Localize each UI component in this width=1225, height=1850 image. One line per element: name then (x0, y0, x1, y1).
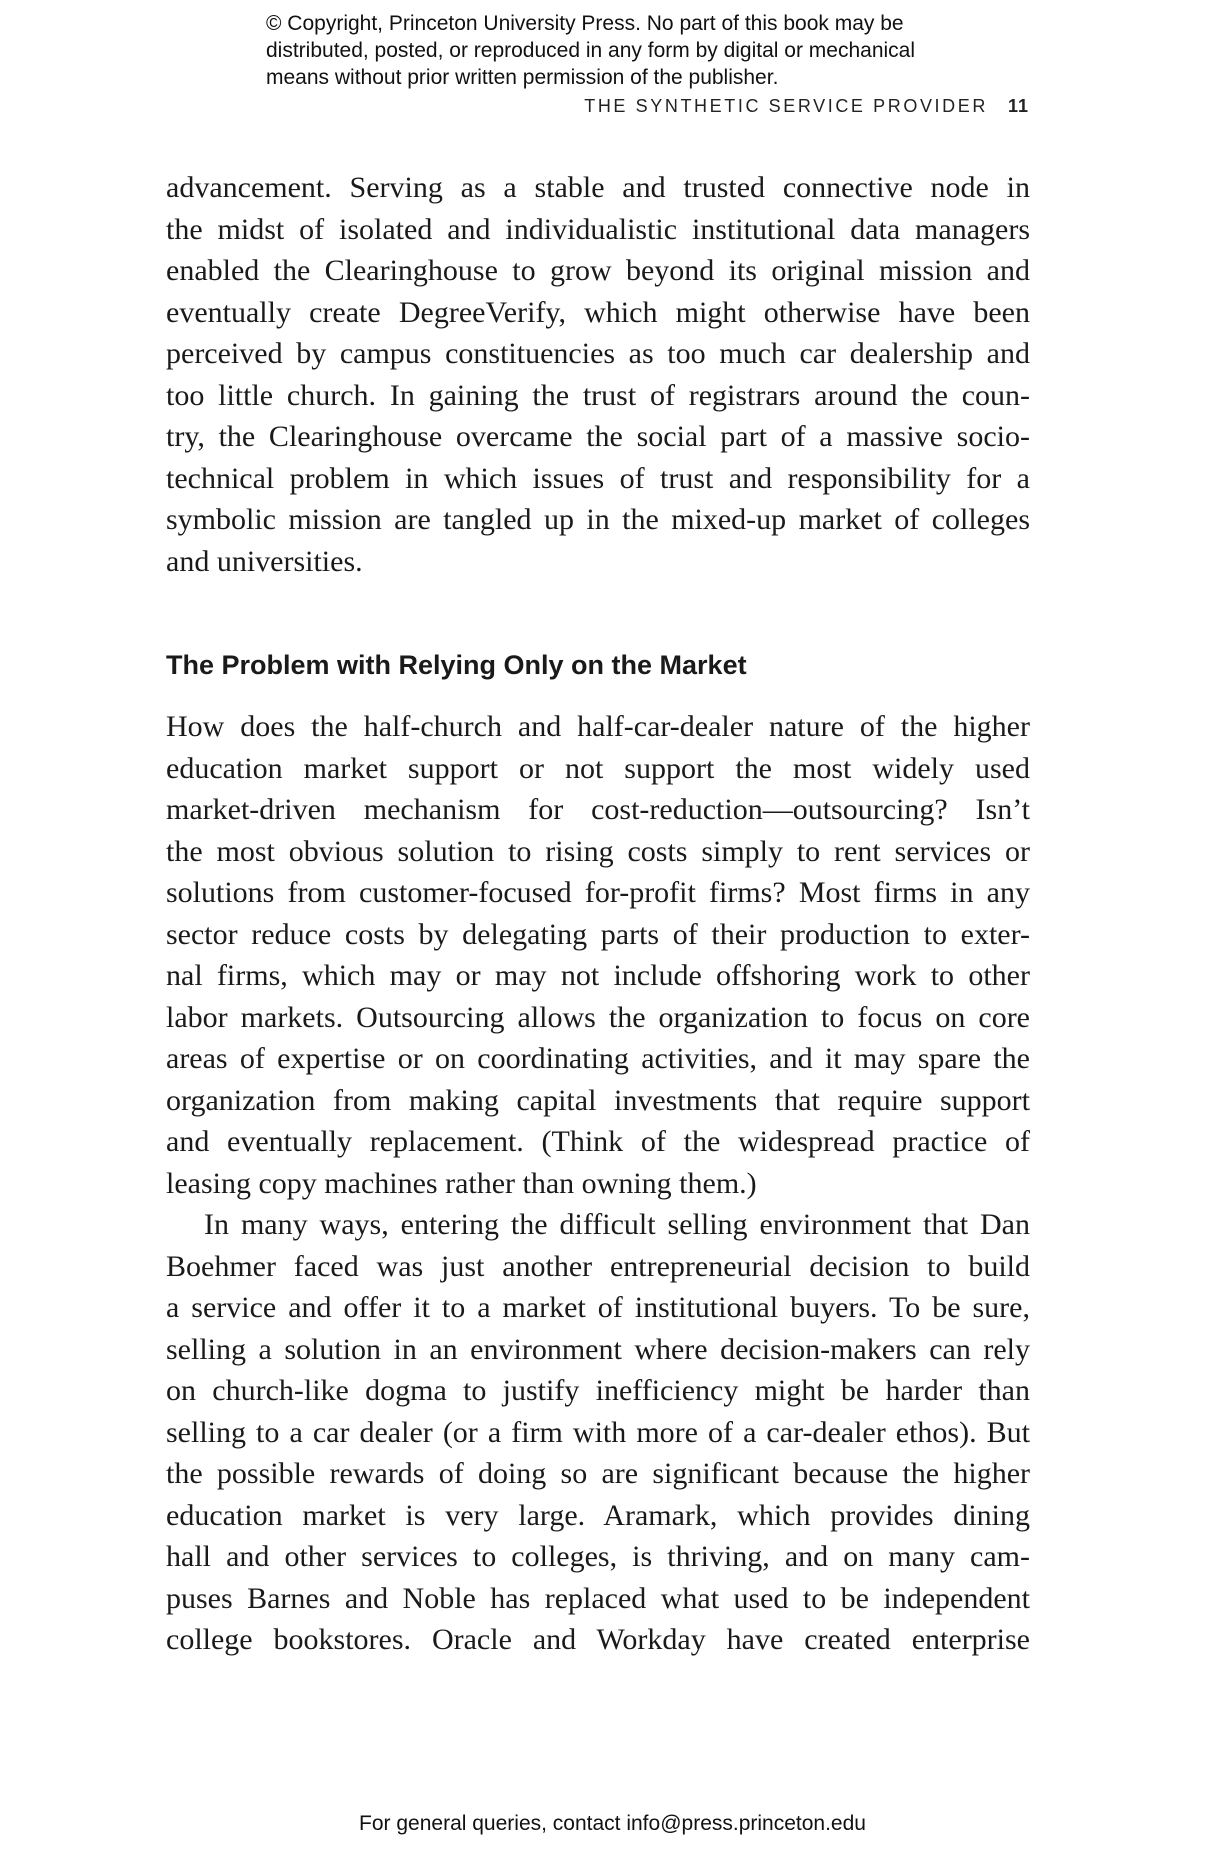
text-line: In many ways, entering the difficult selling environment that Dan (204, 1208, 1030, 1241)
section-heading: The Problem with Relying Only on the Market (166, 650, 747, 680)
text-line: on church-like dogma to justify inefficiency might be harder than (166, 1374, 1030, 1407)
text-line: try, the Clearinghouse overcame the social part of a massive socio- (166, 420, 1030, 453)
text-line: sector reduce costs by delegating parts of their production to exter- (166, 917, 1030, 951)
text-line: the midst of isolated and individualistic institutional data managers (166, 212, 1030, 246)
text-line: the most obvious solution to rising costs simply to rent services or (166, 834, 1030, 868)
footer-contact: For general queries, contact info@press.princeton.edu (359, 1812, 866, 1835)
text-line: college bookstores. Oracle and Workday have created enterprise (166, 1623, 1030, 1656)
paragraph-3 (166, 1204, 1030, 1661)
paragraph-2 (166, 706, 1030, 1204)
text-line: enabled the Clearinghouse to grow beyond its original mission and (166, 254, 1030, 287)
copyright-line: distributed, posted, or reproduced in any form by digital or mechanical (266, 39, 916, 62)
running-head-title: THE SYNTHETIC SERVICE PROVIDER (584, 96, 988, 116)
text-line: puses Barnes and Noble has replaced what used to be independent (166, 1581, 1030, 1615)
copyright-line: means without prior written permission of the publisher. (266, 66, 779, 89)
text-line: eventually create DegreeVerify, which might otherwise have been (166, 295, 1030, 329)
text-line: selling a solution in an environment where decision-makers can rely (166, 1332, 1030, 1366)
text-line: organization from making capital investments that require support (166, 1083, 1030, 1117)
text-line: education market support or not support the most widely used (166, 751, 1030, 785)
text-line: leasing copy machines rather than owning them.) (166, 1166, 757, 1200)
text-line: the possible rewards of doing so are significant because the higher (166, 1457, 1030, 1490)
body-text (166, 706, 1030, 1661)
copyright-line: © Copyright, Princeton University Press. No part of this book may be (266, 12, 904, 35)
text-line: too little church. In gaining the trust of registrars around the coun- (166, 378, 1030, 412)
text-line: selling to a car dealer (or a firm with more of a car-dealer ethos). But (166, 1415, 1030, 1449)
page-number: 11 (1007, 96, 1029, 116)
text-line: and universities. (166, 544, 363, 578)
running-head (584, 96, 1029, 117)
text-line: education market is very large. Aramark, which provides dining (166, 1498, 1030, 1532)
paragraph-1 (166, 167, 1030, 582)
text-line: areas of expertise or on coordinating activities, and it may spare the (166, 1042, 1030, 1075)
text-line: advancement. Serving as a stable and trusted connective node in (166, 171, 1030, 204)
text-line: nal firms, which may or may not include offshoring work to other (166, 959, 1030, 992)
text-line: symbolic mission are tangled up in the mixed-up market of colleges (166, 503, 1030, 536)
text-line: hall and other services to colleges, is thriving, and on many cam- (166, 1540, 1030, 1573)
text-line: Boehmer faced was just another entrepreneurial decision to build (166, 1249, 1030, 1283)
text-line: a service and offer it to a market of institutional buyers. To be sure, (166, 1291, 1030, 1324)
text-line: labor markets. Outsourcing allows the organization to focus on core (166, 1000, 1030, 1034)
text-line: technical problem in which issues of trust and responsibility for a (166, 461, 1030, 495)
text-line: market-driven mechanism for cost-reduction—outsourcing? Isn’t (166, 793, 1030, 826)
text-line: solutions from customer-focused for-profit firms? Most firms in any (166, 876, 1030, 909)
text-line: perceived by campus constituencies as too much car dealership and (166, 337, 1030, 370)
text-line: How does the half-church and half-car-dealer nature of the higher (166, 710, 1030, 743)
text-line: and eventually replacement. (Think of the widespread practice of (166, 1125, 1030, 1158)
copyright-notice (266, 10, 1026, 91)
